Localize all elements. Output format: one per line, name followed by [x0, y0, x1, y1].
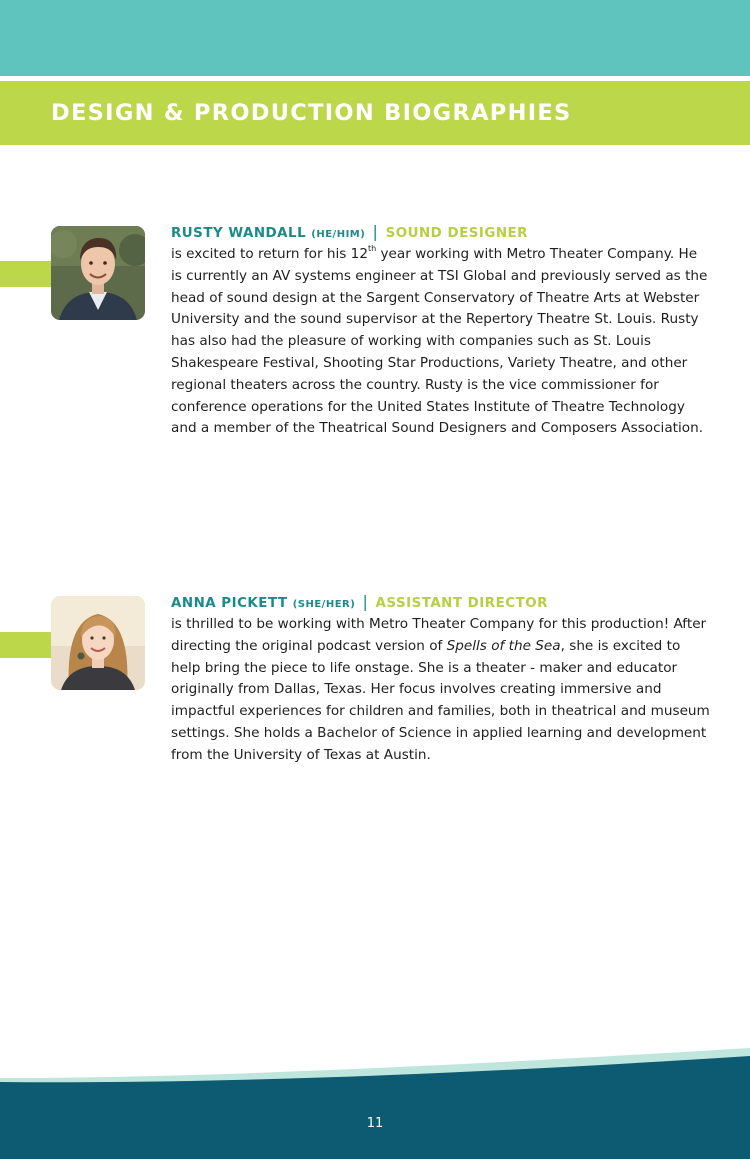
bio-pronouns: (SHE/HER) [292, 599, 356, 610]
bio-text-rest: , she is excited to help bring the piece to life onstage. She is a theater - maker and educator originally from Dallas, Texas. Her focus involves creating immersive and impactful experiences for children and families, both in theatrical and museum settings. She holds a Bachelor of Science in applied learning and development from the University of Texas at Austin. [171, 637, 710, 763]
top-teal-band [0, 0, 750, 76]
bio-text [171, 244, 711, 440]
bio-heading [171, 593, 711, 614]
bio-heading [171, 223, 711, 244]
bio-separator: | [372, 222, 379, 241]
bio-name: RUSTY WANDALL [171, 226, 307, 241]
bio-text-start: is excited to return for his 12 [171, 246, 368, 262]
bio-role: SOUND DESIGNER [385, 226, 528, 241]
bio-accent-bar [0, 261, 52, 287]
page-number: 11 [366, 1116, 384, 1131]
bio-text-start: is thrilled to be working with Metro Theater Company for this production! After directing the original podcast version of [171, 616, 707, 654]
bio-entry [171, 223, 711, 440]
bio-text-rest: year working with Metro Theater Company. He is currently an AV systems engineer at TSI Global and previously served as the head of sound design at the Sargent Conservatory of Theatre Arts at Webster University and the sound supervisor at the Repertory Theatre St. Louis. Rusty has also had the pleasure of working with companies such as St. Louis Shakespeare Festival, Shooting Star Productions, Variety Theatre, and other regional theaters across the country. Rusty is the vice commissioner for conference operations for the United States Institute of Theatre Technology and a member of the Theatrical Sound Designers and Composers Association. [171, 246, 708, 437]
bio-accent-bar [0, 632, 52, 658]
headshot-photo [51, 226, 145, 320]
bio-separator: | [362, 592, 369, 611]
footer-wave [0, 1040, 750, 1159]
bio-text [171, 614, 711, 767]
bio-name: ANNA PICKETT [171, 596, 288, 611]
bio-entry [171, 593, 711, 767]
work-title: Spells of the Sea [446, 637, 561, 654]
ordinal-suffix: th [367, 244, 377, 254]
bio-role: ASSISTANT DIRECTOR [375, 596, 548, 611]
page-title: DESIGN & PRODUCTION BIOGRAPHIES [51, 100, 572, 126]
bio-pronouns: (HE/HIM) [311, 229, 366, 240]
headshot-photo [51, 596, 145, 690]
